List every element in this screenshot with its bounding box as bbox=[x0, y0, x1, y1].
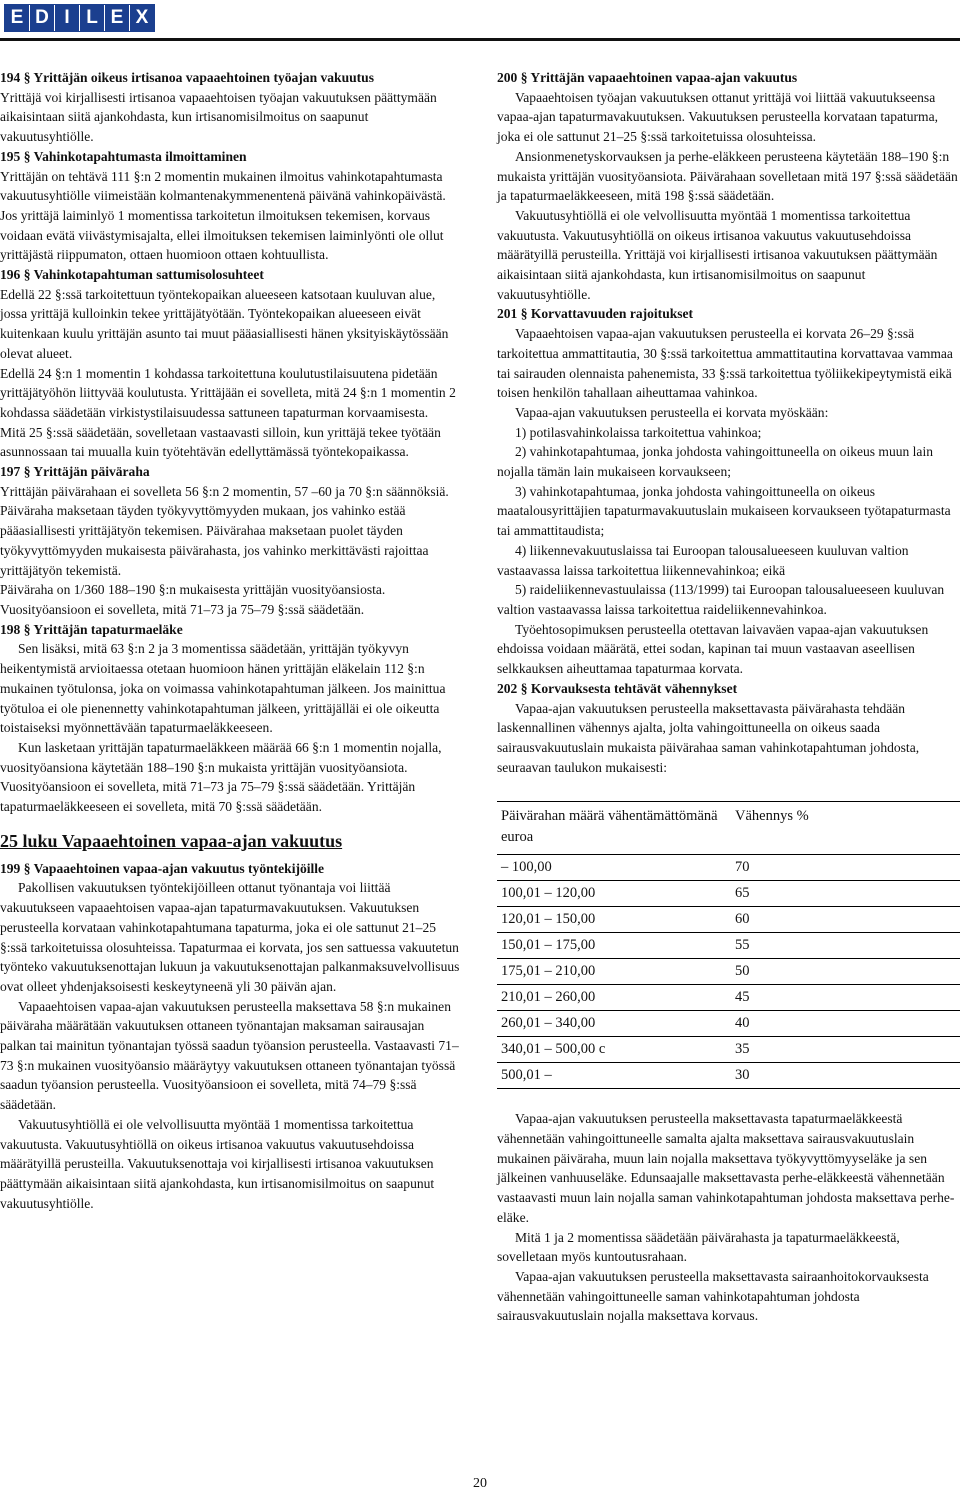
paragraph: Kun lasketaan yrittäjän tapaturmaeläkkeen määrää 66 §:n 1 momentin nojalla, vuosityöansiona käytetään 188–190 §:n mukaista yrittäjän vuosityöansiota. Vuosityöansioon ei sovelleta, mitä 71–73 ja 75–79 §:ssä säädetään. Yrittäjän tapaturmaeläkkeeseen ei sovelleta, mitä 70 §:ssä säädetään. bbox=[0, 739, 442, 815]
table-cell-reduction: 40 bbox=[735, 1015, 750, 1032]
header-rule bbox=[0, 38, 960, 41]
paragraph: 5) raideliikennevastuulaissa (113/1999) tai Euroopan talousalueeseen kuuluvan valtion vastaavassa laissa tarkoitettua raideliikennevahinkoa. bbox=[497, 582, 945, 617]
section-heading: 200 § Yrittäjän vapaaehtoinen vapaa-ajan vakuutus bbox=[497, 70, 798, 85]
table-cell-amount: 260,01 – 340,00 bbox=[501, 1015, 596, 1032]
paragraph: Mitä 25 §:ssä säädetään, sovelletaan vastaavasti silloin, kun yrittäjä tekee työtään asunnossaan tai muualla kuin työtehtävän edellyttämässä työntekopaikassa. bbox=[0, 424, 441, 460]
edilex-logo bbox=[4, 4, 155, 32]
paragraph: Vapaaehtoisen työajan vakuutuksen ottanut yrittäjä voi liittää vakuutukseensa vapaa-ajan tapaturmavakuutuksen. Vakuutuksen perusteella korvataan tapaturma, joka ei ole sattunut 21–25 §:ssä tarkoitetuissa olosuhteissa. bbox=[497, 89, 938, 145]
paragraph: Pakollisen vakuutuksen työntekijöilleen ottanut työnantaja voi liittää vakuutukseen vapaaehtoisen vapaa-ajan tapaturmavakuutuksen. Vakuutuksen perusteella korvataan vahinkotapahtumana tapaturma, joka ei ole sattunut 21–25 §:ssä tarkoitetuissa olosuhteissa. Tapaturmaa ei korvata, jos sen sattuessa vakuutetun työnteko vakuutuksenottajan lukuun ja vakuutuksenottajan palkanmaksuvelvollisuus ovat olleet yhdenjaksoisesti keskeytyneenä yli 30 päivän ajan. bbox=[0, 880, 460, 994]
paragraph: 3) vahinkotapahtumaa, jonka johdosta vahingoittuneella on oikeus maatalousyrittäjien tapaturmavakuutuslain mukaiseen korvaukseen työtapaturmasta tai ammattitaudista; bbox=[497, 483, 951, 539]
section-heading: 201 § Korvattavuuden rajoitukset bbox=[497, 306, 694, 322]
paragraph: Yrittäjän on tehtävä 111 §:n 2 momentin mukainen ilmoitus vahinkotapahtumasta vakuutusyhtiölle viimeistään kolmantenakymmenentenä päivänä vahinkopäivästä. bbox=[0, 168, 446, 204]
paragraph: Ansionmenetyskorvauksen ja perhe-eläkkeen perusteena käytetään 188–190 §:n mukaista yrittäjän vuosityöansiota. Päivärahaan sovelletaan mitä 197 §:ssä säädetään ja tapaturmaeläkkeeseen, mitä 198 §:ssä säädetään. bbox=[497, 148, 958, 204]
table-header-reduction: Vähennys % bbox=[735, 808, 809, 825]
page-number: 20 bbox=[473, 1476, 487, 1491]
section-heading: 195 § Vahinkotapahtumasta ilmoittaminen bbox=[0, 148, 247, 164]
table-header bbox=[497, 802, 960, 855]
logo-letter: I bbox=[54, 5, 79, 31]
section-heading: 194 § Yrittäjän oikeus irtisanoa vapaaehtoinen työajan vakuutus bbox=[0, 70, 374, 85]
table-row bbox=[497, 855, 960, 881]
table-row bbox=[497, 1037, 960, 1063]
section-heading: 198 § Yrittäjän tapaturmaeläke bbox=[0, 621, 183, 637]
paragraph: Yrittäjän päivärahaan ei sovelleta 56 §:n 2 momentin, 57 –60 ja 70 §:n säännöksiä. bbox=[0, 483, 449, 499]
paragraph: Vapaa-ajan vakuutuksen perusteella ei korvata myöskään: bbox=[515, 404, 829, 420]
paragraph: Yrittäjä voi kirjallisesti irtisanoa vapaaehtoisen työajan vakuutuksen päättymään aikaisintaan siitä ajankohdasta, kun irtisanomisilmoitus on saapunut vakuutusyhtiölle. bbox=[0, 89, 437, 145]
paragraph: Jos yrittäjä laiminlyö 1 momentissa tarkoitetun ilmoituksen tekemisen, korvaus voidaan evätä viivästymisajalta, ellei ilmoituksen tekemisen laiminlyönti ole ollut yrittäjästä riippumaton, ottaen huomioon ottaen kohtuullista. bbox=[0, 207, 444, 263]
logo-letter: D bbox=[29, 5, 54, 31]
right-column-bottom bbox=[497, 1109, 960, 1326]
table-cell-reduction: 65 bbox=[735, 885, 750, 902]
chapter-heading: 25 luku Vapaaehtoinen vapaa-ajan vakuutus bbox=[0, 830, 343, 851]
table-header-amount: Päivärahan määrä vähentämättömänä euroa bbox=[501, 808, 718, 846]
section-heading: 199 § Vapaaehtoinen vapaa-ajan vakuutus työntekijöille bbox=[0, 860, 325, 876]
paragraph: Sen lisäksi, mitä 63 §:n 2 ja 3 momentissa säädetään, yrittäjän työkyvyn heikentymistä arvioitaessa otetaan huomioon hänen yrittäjän eläkelain 112 §:n mukainen työtulonsa, joka on voimassa vahinkotapahtuman jälkeen. Jos mainittua työtuloa ei ole pienennetty vahinkotapahtuman jälkeen, yrittäjälläi ei ole oikeutta toistaiseksi myönnettävään tapaturmaeläkkeeseen. bbox=[0, 641, 446, 736]
paragraph: 4) liikennevakuutuslaissa tai Euroopan talousalueeseen kuuluvan valtion vastaavassa laissa tarkoitettua liikennevahinkoa; eikä bbox=[497, 542, 909, 578]
right-column-top bbox=[497, 68, 960, 777]
table-row bbox=[497, 1011, 960, 1037]
table-cell-reduction: 60 bbox=[735, 911, 750, 928]
section-heading: 202 § Korvauksesta tehtävät vähennykset bbox=[497, 680, 738, 696]
table-row bbox=[497, 1063, 960, 1088]
table-row bbox=[497, 881, 960, 907]
table-cell-reduction: 50 bbox=[735, 963, 750, 980]
paragraph: Päiväraha maksetaan täyden työkyvyttömyyden mukaan, jos vahinko estää pääasiallisesti yrittäjätyön tekemisen. Päivärahaa maksetaan puolet täyden työkyvyttömyyden mukaisesta päivärahasta, jos vahinko merkittävästi rajoittaa yrittäjätyön tekemistä. bbox=[0, 503, 429, 578]
table-cell-amount: 150,01 – 175,00 bbox=[501, 937, 596, 954]
table-cell-reduction: 35 bbox=[735, 1041, 750, 1058]
paragraph: Vakuutusyhtiöllä ei ole velvollisuutta myöntää 1 momentissa tarkoitettua vakuutusta. Vakuutusyhtiöllä on oikeus irtisanoa vakuutus vakuutusehdoissa määrätyillä perusteilla. Yrittäjä voi kirjallisesti irtisanoa vakuutuksen päättymään aikaisintaan siitä ajankohdasta, kun irtisanomisilmoitus on saapunut vakuutusyhtiölle. bbox=[497, 207, 938, 302]
table-cell-amount: 100,01 – 120,00 bbox=[501, 885, 596, 902]
paragraph: Vapaa-ajan vakuutuksen perusteella maksettavasta päivärahasta tehdään laskennallinen vähennys ajalta, jolta vahingoittuneella on oikeus saada sairausvakuutuslain mukaista päivärahaa saman vahinkotapahtuman johdosta, seuraavan taulukon mukaisesti: bbox=[497, 700, 920, 775]
paragraph: Vakuutusyhtiöllä ei ole velvollisuutta myöntää 1 momentissa tarkoitettua vakuutusta. Vakuutusyhtiöllä on oikeus irtisanoa vakuutus vakuutusehdoissa määrätyillä perusteilla. Vakuutuksenottaja voi kirjallisesti irtisanoa vakuutuksen päättymään aikaisintaan siitä ajankohdasta, kun irtisanomisilmoitus on saapunut vakuutusyhtiölle. bbox=[0, 1116, 435, 1211]
table-row bbox=[497, 985, 960, 1011]
logo-letter: X bbox=[129, 5, 154, 31]
paragraph: 2) vahinkotapahtumaa, jonka johdosta vahingoittuneella on oikeus muun lain nojalla tämän lain mukaiseen korvaukseen; bbox=[497, 444, 933, 480]
table-body bbox=[497, 855, 960, 1088]
left-column bbox=[0, 68, 463, 1213]
paragraph: Päiväraha on 1/360 188–190 §:n mukaisesta yrittäjän vuosityöansiosta. Vuosityöansioon ei sovelleta, mitä 71–73 ja 75–79 §:ssä säädetään. bbox=[0, 582, 386, 617]
table-cell-amount: 210,01 – 260,00 bbox=[501, 989, 596, 1006]
paragraph: Työehtosopimuksen perusteella otettavan laivaväen vapaa-ajan vakuutuksen ehdoissa voidaan määrätä, ettei sodan, kapinan tai muun vastaavan aseellisen selkkauksen aiheuttamaa tapaturmaa korvata. bbox=[497, 621, 929, 677]
paragraph: Vapaa-ajan vakuutuksen perusteella maksettavasta tapaturmaeläkkeestä vähennetään vahingoittuneelle samalta ajalta maksettava sairausvakuutuslain mukainen päiväraha, muun lain nojalla maksettava työkyvyttömyyseläke ja sen jälkeinen vanhuuseläke. Edunsaajalle maksettavasta perhe-eläkkeestä vähennetään vastaavasti muun lain nojalla saman vahinkotapahtuman johdosta maksettava perhe-eläke. bbox=[497, 1111, 955, 1225]
table-cell-amount: 175,01 – 210,00 bbox=[501, 963, 596, 980]
table-row bbox=[497, 959, 960, 985]
table-cell-amount: 500,01 – bbox=[501, 1067, 552, 1084]
paragraph: Edellä 24 §:n 1 momentin 1 kohdassa tarkoitettuna koulutustilaisuutena pidetään yrittäjätyöhön liittyvää koulutusta. Yrittäjään ei sovelleta, mitä 24 §:n 1 momentin 2 kohdassa säädetään virkistystilaisuudessa sattuneen tapaturman korvaamisesta. bbox=[0, 365, 456, 420]
table-cell-amount: – 100,00 bbox=[501, 859, 552, 876]
logo-letter: E bbox=[5, 5, 29, 31]
paragraph: Vapaaehtoisen vapaa-ajan vakuutuksen perusteella ei korvata 26–29 §:ssä tarkoitettua ammattitautia, 30 §:ssä tarkoitettua ammattitautina korvattavaa vammaa tai sairauden olennaista pahenemista, 33 §:ssä tarkoitettua työliikekipeytymistä eikä toisen henkilön tahallaan aiheuttamaa vahinkoa. bbox=[497, 326, 953, 401]
table-row bbox=[497, 933, 960, 959]
table-cell-reduction: 70 bbox=[735, 859, 750, 876]
paragraph: Mitä 1 ja 2 momentissa säädetään päivärahasta ja tapaturmaeläkkeestä, sovelletaan myös kuntoutusrahaan. bbox=[497, 1229, 900, 1265]
logo-letter: L bbox=[79, 5, 104, 31]
section-heading: 196 § Vahinkotapahtuman sattumisolosuhteet bbox=[0, 267, 264, 283]
table-cell-reduction: 30 bbox=[735, 1067, 750, 1084]
logo-letter: E bbox=[104, 5, 129, 31]
table-cell-reduction: 55 bbox=[735, 937, 750, 954]
section-heading: 197 § Yrittäjän päiväraha bbox=[0, 464, 150, 480]
table-cell-reduction: 45 bbox=[735, 989, 750, 1006]
paragraph: Vapaaehtoisen vapaa-ajan vakuutuksen perusteella maksettava 58 §:n mukainen päiväraha määrätään vakuutuksen ottaneen työnantajan maksaman sairausajan palkan tai mainitun työnantajan työssä saadun työansion perusteella. Vastaavasti 71–73 §:n mukainen vuosityöansio määräytyy vakuutuksen ottaneen työnantajan työssä saadun työansion perusteella. Vuosityöansioon ei sovelleta, mitä 74–79 §:ssä säädetään. bbox=[0, 998, 459, 1113]
table-cell-amount: 120,01 – 150,00 bbox=[501, 911, 596, 928]
table-cell-amount: 340,01 – 500,00 c bbox=[501, 1041, 606, 1058]
right-column bbox=[497, 68, 960, 1326]
paragraph: Edellä 22 §:ssä tarkoitettuun työntekopaikan alueeseen katsotaan kuuluvan alue, jossa yrittäjä kulloinkin tekee yrittäjätyötään. Työntekopaikan alueeseen eivät kuitenkaan kuulu yrittäjän asunto tai muut pääasiallisesti hänen yksityiskäytössään olevat alueet. bbox=[0, 286, 449, 361]
paragraph: Vapaa-ajan vakuutuksen perusteella maksettavasta sairaanhoitokorvauksesta vähennetään vahingoittuneelle saman vahinkotapahtuman johdosta sairausvakuutuslain nojalla maksettava korvaus. bbox=[497, 1268, 929, 1324]
reduction-table bbox=[497, 801, 960, 1089]
paragraph: 1) potilasvahinkolaissa tarkoitettua vahinkoa; bbox=[515, 424, 762, 440]
table-row bbox=[497, 907, 960, 933]
